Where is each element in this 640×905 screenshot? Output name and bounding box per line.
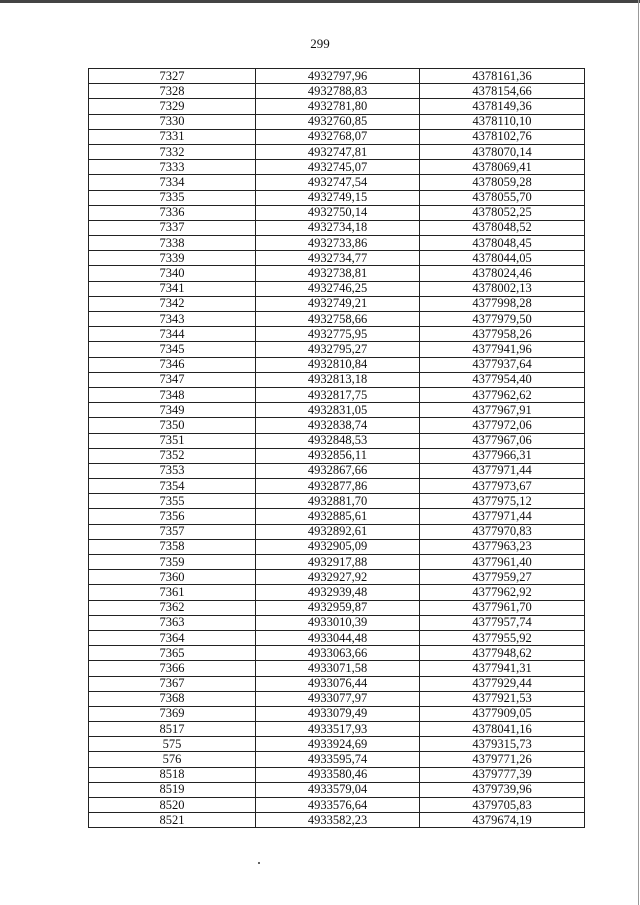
x-coordinate-cell: 4933077,97	[256, 691, 420, 706]
table-row	[89, 767, 585, 782]
table-row	[89, 69, 585, 84]
point-number-cell: 7337	[89, 220, 256, 235]
table-row	[89, 798, 585, 813]
x-coordinate-cell: 4932733,86	[256, 236, 420, 251]
y-coordinate-cell: 4377929,44	[420, 676, 585, 691]
y-coordinate-cell: 4378149,36	[420, 99, 585, 114]
page-number: 299	[310, 36, 330, 51]
table-row	[89, 357, 585, 372]
point-number-cell: 575	[89, 737, 256, 752]
table-row	[89, 220, 585, 235]
coordinates-table	[88, 68, 585, 828]
point-number-cell: 7332	[89, 144, 256, 159]
y-coordinate-cell: 4377972,06	[420, 418, 585, 433]
table-row	[89, 630, 585, 645]
point-number-cell: 7353	[89, 463, 256, 478]
point-number-cell: 7351	[89, 433, 256, 448]
x-coordinate-cell: 4932734,18	[256, 220, 420, 235]
point-number-cell: 7336	[89, 205, 256, 220]
table-row	[89, 84, 585, 99]
table-row	[89, 676, 585, 691]
y-coordinate-cell: 4377971,44	[420, 509, 585, 524]
table-row	[89, 722, 585, 737]
point-number-cell: 7343	[89, 312, 256, 327]
table-row	[89, 372, 585, 387]
y-coordinate-cell: 4378161,36	[420, 69, 585, 84]
y-coordinate-cell: 4377975,12	[420, 494, 585, 509]
point-number-cell: 7349	[89, 403, 256, 418]
y-coordinate-cell: 4378069,41	[420, 160, 585, 175]
table-row	[89, 266, 585, 281]
point-number-cell: 7333	[89, 160, 256, 175]
y-coordinate-cell: 4377962,62	[420, 387, 585, 402]
x-coordinate-cell: 4932856,11	[256, 448, 420, 463]
x-coordinate-cell: 4932813,18	[256, 372, 420, 387]
table-row	[89, 190, 585, 205]
x-coordinate-cell: 4933582,23	[256, 813, 420, 828]
y-coordinate-cell: 4379739,96	[420, 782, 585, 797]
x-coordinate-cell: 4932746,25	[256, 281, 420, 296]
point-number-cell: 7328	[89, 84, 256, 99]
y-coordinate-cell: 4377970,83	[420, 524, 585, 539]
point-number-cell: 8518	[89, 767, 256, 782]
table-row	[89, 251, 585, 266]
y-coordinate-cell: 4377941,31	[420, 661, 585, 676]
table-row	[89, 600, 585, 615]
y-coordinate-cell: 4377957,74	[420, 615, 585, 630]
y-coordinate-cell: 4378041,16	[420, 722, 585, 737]
table-row	[89, 570, 585, 585]
y-coordinate-cell: 4377998,28	[420, 296, 585, 311]
table-row	[89, 661, 585, 676]
table-row	[89, 144, 585, 159]
y-coordinate-cell: 4377954,40	[420, 372, 585, 387]
y-coordinate-cell: 4377909,05	[420, 706, 585, 721]
y-coordinate-cell: 4377921,53	[420, 691, 585, 706]
x-coordinate-cell: 4932867,66	[256, 463, 420, 478]
y-coordinate-cell: 4377959,27	[420, 570, 585, 585]
scan-right-edge	[638, 0, 639, 905]
point-number-cell: 7344	[89, 327, 256, 342]
x-coordinate-cell: 4932917,88	[256, 555, 420, 570]
y-coordinate-cell: 4378055,70	[420, 190, 585, 205]
table-row	[89, 615, 585, 630]
x-coordinate-cell: 4933063,66	[256, 646, 420, 661]
point-number-cell: 7362	[89, 600, 256, 615]
point-number-cell: 7338	[89, 236, 256, 251]
point-number-cell: 7342	[89, 296, 256, 311]
point-number-cell: 7339	[89, 251, 256, 266]
table-row	[89, 585, 585, 600]
table-row	[89, 555, 585, 570]
table-row	[89, 160, 585, 175]
point-number-cell: 7360	[89, 570, 256, 585]
y-coordinate-cell: 4378102,76	[420, 129, 585, 144]
x-coordinate-cell: 4933044,48	[256, 630, 420, 645]
x-coordinate-cell: 4932797,96	[256, 69, 420, 84]
point-number-cell: 8519	[89, 782, 256, 797]
x-coordinate-cell: 4932768,07	[256, 129, 420, 144]
table-row	[89, 205, 585, 220]
point-number-cell: 8520	[89, 798, 256, 813]
y-coordinate-cell: 4377962,92	[420, 585, 585, 600]
point-number-cell: 7363	[89, 615, 256, 630]
x-coordinate-cell: 4933579,04	[256, 782, 420, 797]
table-row	[89, 463, 585, 478]
x-coordinate-cell: 4932959,87	[256, 600, 420, 615]
x-coordinate-cell: 4933580,46	[256, 767, 420, 782]
point-number-cell: 7361	[89, 585, 256, 600]
x-coordinate-cell: 4932758,66	[256, 312, 420, 327]
y-coordinate-cell: 4377967,06	[420, 433, 585, 448]
y-coordinate-cell: 4378059,28	[420, 175, 585, 190]
x-coordinate-cell: 4932749,15	[256, 190, 420, 205]
point-number-cell: 7346	[89, 357, 256, 372]
y-coordinate-cell: 4377948,62	[420, 646, 585, 661]
x-coordinate-cell: 4932781,80	[256, 99, 420, 114]
table-row	[89, 342, 585, 357]
x-coordinate-cell: 4932877,86	[256, 479, 420, 494]
x-coordinate-cell: 4932831,05	[256, 403, 420, 418]
point-number-cell: 7358	[89, 539, 256, 554]
point-number-cell: 8521	[89, 813, 256, 828]
table-row	[89, 752, 585, 767]
table-row	[89, 737, 585, 752]
y-coordinate-cell: 4378154,66	[420, 84, 585, 99]
x-coordinate-cell: 4932747,54	[256, 175, 420, 190]
y-coordinate-cell: 4378024,46	[420, 266, 585, 281]
table-row	[89, 706, 585, 721]
y-coordinate-cell: 4377967,91	[420, 403, 585, 418]
x-coordinate-cell: 4932881,70	[256, 494, 420, 509]
table-row	[89, 782, 585, 797]
table-row	[89, 494, 585, 509]
x-coordinate-cell: 4932749,21	[256, 296, 420, 311]
y-coordinate-cell: 4379315,73	[420, 737, 585, 752]
x-coordinate-cell: 4933517,93	[256, 722, 420, 737]
x-coordinate-cell: 4932745,07	[256, 160, 420, 175]
table-row	[89, 327, 585, 342]
y-coordinate-cell: 4377961,40	[420, 555, 585, 570]
coordinates-table-body	[89, 69, 585, 828]
table-row	[89, 479, 585, 494]
x-coordinate-cell: 4932775,95	[256, 327, 420, 342]
y-coordinate-cell: 4378044,05	[420, 251, 585, 266]
x-coordinate-cell: 4932905,09	[256, 539, 420, 554]
point-number-cell: 7365	[89, 646, 256, 661]
table-row	[89, 296, 585, 311]
scan-top-edge	[0, 0, 640, 3]
point-number-cell: 576	[89, 752, 256, 767]
x-coordinate-cell: 4933010,39	[256, 615, 420, 630]
table-row	[89, 448, 585, 463]
x-coordinate-cell: 4933076,44	[256, 676, 420, 691]
table-row	[89, 646, 585, 661]
point-number-cell: 7366	[89, 661, 256, 676]
y-coordinate-cell: 4379674,19	[420, 813, 585, 828]
x-coordinate-cell: 4932892,61	[256, 524, 420, 539]
x-coordinate-cell: 4933595,74	[256, 752, 420, 767]
y-coordinate-cell: 4377971,44	[420, 463, 585, 478]
y-coordinate-cell: 4378048,45	[420, 236, 585, 251]
table-row	[89, 691, 585, 706]
table-row	[89, 539, 585, 554]
x-coordinate-cell: 4932738,81	[256, 266, 420, 281]
x-coordinate-cell: 4932927,92	[256, 570, 420, 585]
point-number-cell: 7329	[89, 99, 256, 114]
x-coordinate-cell: 4933071,58	[256, 661, 420, 676]
y-coordinate-cell: 4378110,10	[420, 114, 585, 129]
x-coordinate-cell: 4932838,74	[256, 418, 420, 433]
point-number-cell: 7345	[89, 342, 256, 357]
table-row	[89, 524, 585, 539]
table-row	[89, 129, 585, 144]
y-coordinate-cell: 4378070,14	[420, 144, 585, 159]
table-row	[89, 433, 585, 448]
table-row	[89, 403, 585, 418]
table-row	[89, 99, 585, 114]
table-row	[89, 281, 585, 296]
point-number-cell: 7355	[89, 494, 256, 509]
y-coordinate-cell: 4377958,26	[420, 327, 585, 342]
table-row	[89, 813, 585, 828]
point-number-cell: 7356	[89, 509, 256, 524]
x-coordinate-cell: 4932885,61	[256, 509, 420, 524]
table-row	[89, 175, 585, 190]
scan-speck	[258, 862, 260, 864]
point-number-cell: 7334	[89, 175, 256, 190]
x-coordinate-cell: 4932788,83	[256, 84, 420, 99]
y-coordinate-cell: 4379777,39	[420, 767, 585, 782]
y-coordinate-cell: 4377955,92	[420, 630, 585, 645]
y-coordinate-cell: 4377961,70	[420, 600, 585, 615]
point-number-cell: 7348	[89, 387, 256, 402]
y-coordinate-cell: 4377941,96	[420, 342, 585, 357]
point-number-cell: 7341	[89, 281, 256, 296]
point-number-cell: 7367	[89, 676, 256, 691]
x-coordinate-cell: 4932750,14	[256, 205, 420, 220]
table-row	[89, 236, 585, 251]
x-coordinate-cell: 4933576,64	[256, 798, 420, 813]
x-coordinate-cell: 4932848,53	[256, 433, 420, 448]
y-coordinate-cell: 4377979,50	[420, 312, 585, 327]
point-number-cell: 7359	[89, 555, 256, 570]
y-coordinate-cell: 4377963,23	[420, 539, 585, 554]
x-coordinate-cell: 4932810,84	[256, 357, 420, 372]
point-number-cell: 7331	[89, 129, 256, 144]
point-number-cell: 7340	[89, 266, 256, 281]
x-coordinate-cell: 4933079,49	[256, 706, 420, 721]
table-row	[89, 312, 585, 327]
point-number-cell: 7330	[89, 114, 256, 129]
table-row	[89, 509, 585, 524]
table-row	[89, 114, 585, 129]
x-coordinate-cell: 4932734,77	[256, 251, 420, 266]
y-coordinate-cell: 4377937,64	[420, 357, 585, 372]
point-number-cell: 7354	[89, 479, 256, 494]
point-number-cell: 7357	[89, 524, 256, 539]
x-coordinate-cell: 4933924,69	[256, 737, 420, 752]
point-number-cell: 7352	[89, 448, 256, 463]
point-number-cell: 7368	[89, 691, 256, 706]
point-number-cell: 7327	[89, 69, 256, 84]
y-coordinate-cell: 4379705,83	[420, 798, 585, 813]
x-coordinate-cell: 4932817,75	[256, 387, 420, 402]
y-coordinate-cell: 4378048,52	[420, 220, 585, 235]
point-number-cell: 7335	[89, 190, 256, 205]
point-number-cell: 7364	[89, 630, 256, 645]
y-coordinate-cell: 4378052,25	[420, 205, 585, 220]
y-coordinate-cell: 4378002,13	[420, 281, 585, 296]
point-number-cell: 8517	[89, 722, 256, 737]
point-number-cell: 7350	[89, 418, 256, 433]
y-coordinate-cell: 4377966,31	[420, 448, 585, 463]
x-coordinate-cell: 4932795,27	[256, 342, 420, 357]
x-coordinate-cell: 4932760,85	[256, 114, 420, 129]
x-coordinate-cell: 4932747,81	[256, 144, 420, 159]
y-coordinate-cell: 4377973,67	[420, 479, 585, 494]
point-number-cell: 7369	[89, 706, 256, 721]
table-row	[89, 387, 585, 402]
point-number-cell: 7347	[89, 372, 256, 387]
y-coordinate-cell: 4379771,26	[420, 752, 585, 767]
table-row	[89, 418, 585, 433]
x-coordinate-cell: 4932939,48	[256, 585, 420, 600]
